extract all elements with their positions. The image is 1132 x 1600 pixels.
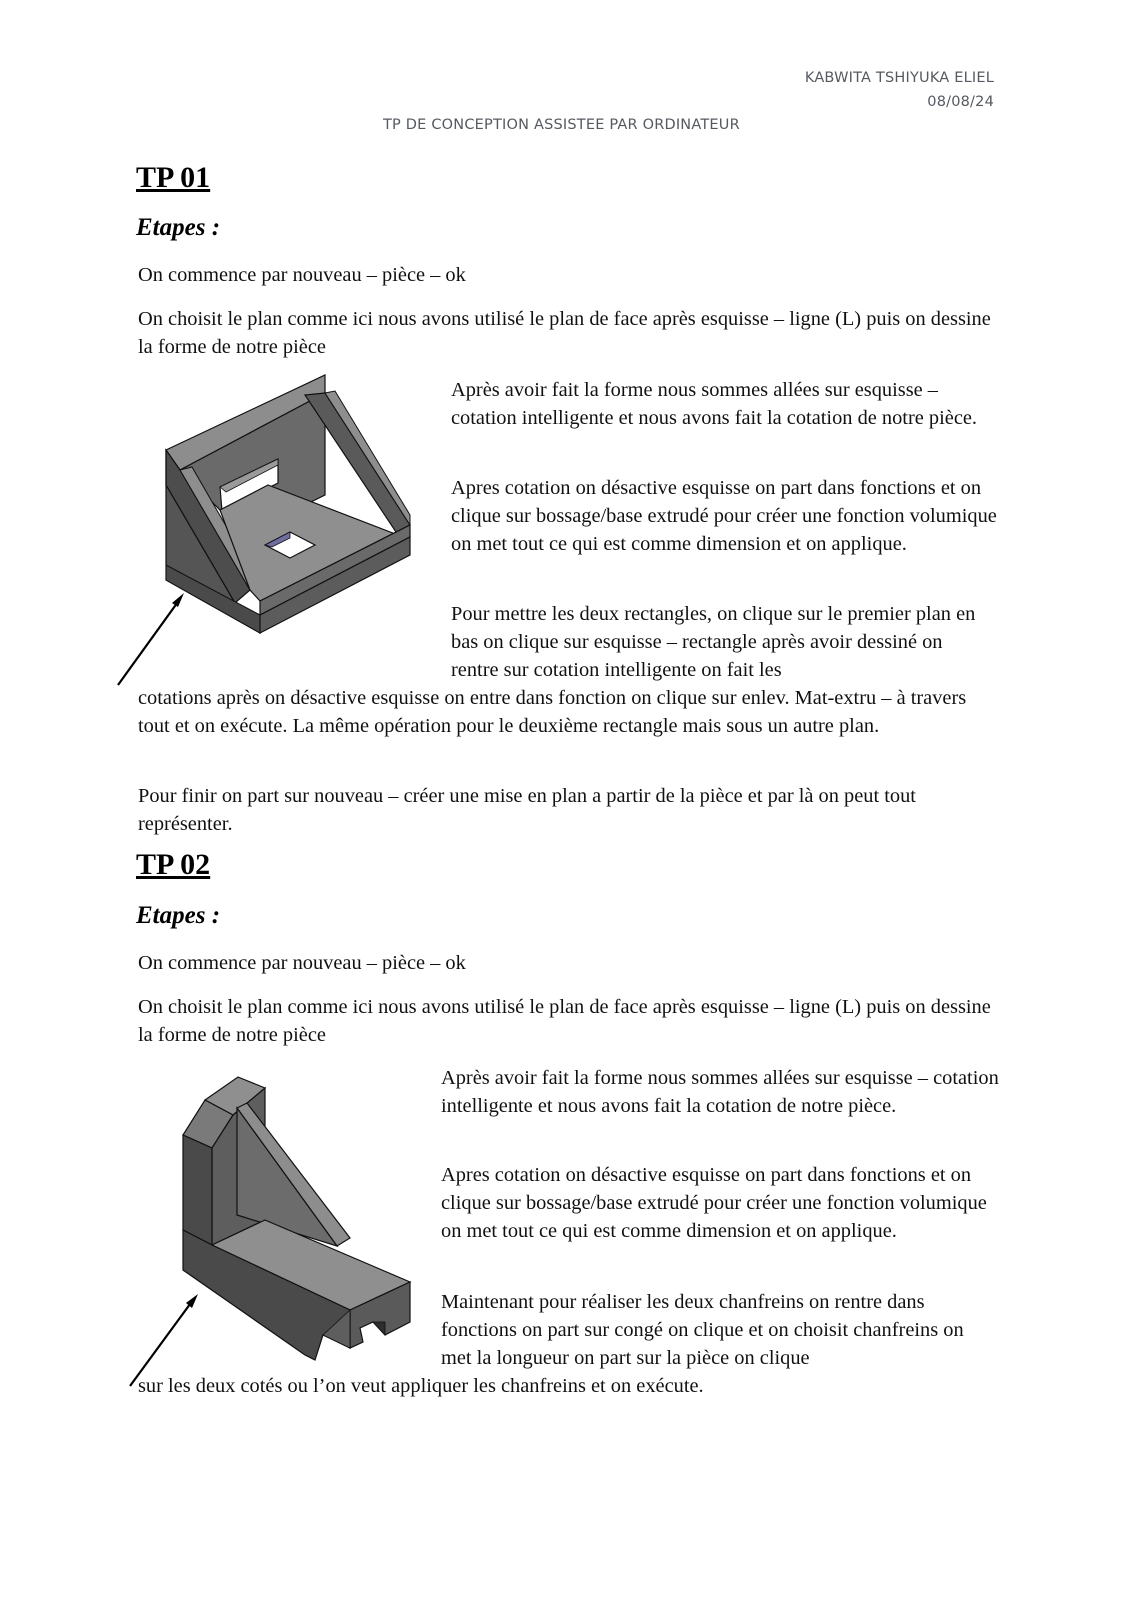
tp1-p2-text: On choisit le plan comme ici nous avons utilisé le plan de face après esquisse – ligne (L) puis on dessine la forme de notre pièce xyxy=(138,308,991,359)
tp1-p3-text: Après avoir fait la forme nous sommes allées sur esquisse – cotation intelligente et nous avons fait la cotation de notre pièce. xyxy=(451,379,978,430)
tp2-title: TP 02 xyxy=(136,848,211,881)
tp1-paragraph-3 xyxy=(451,376,1001,432)
tp1-p6-text: Pour finir on part sur nouveau – créer une mise en plan a partir de la pièce et par là on peut tout représenter. xyxy=(138,785,916,836)
tp2-paragraph-3 xyxy=(441,1064,999,1120)
tp2-paragraph-4 xyxy=(441,1161,999,1246)
header-author: KABWITA TSHIYUKA ELIEL xyxy=(804,70,994,86)
tp2-paragraph-2 xyxy=(138,993,998,1049)
tp2-paragraph-1 xyxy=(138,949,1000,977)
tp2-part-illustration xyxy=(125,1060,445,1390)
tp1-paragraph-1 xyxy=(138,261,1000,289)
tp2-paragraph-5-wrap xyxy=(441,1288,997,1373)
tp2-arrow-icon xyxy=(130,1300,193,1386)
header-course: TP DE CONCEPTION ASSISTEE PAR ORDINATEUR xyxy=(383,117,740,133)
tp1-paragraph-4 xyxy=(451,474,1001,559)
tp1-title: TP 01 xyxy=(136,161,211,194)
tp1-arrow-icon xyxy=(118,599,180,685)
tp1-paragraph-2 xyxy=(138,305,998,361)
tp2-p5-full-text: sur les deux cotés ou l’on veut appliquer les chanfreins et on exécute. xyxy=(138,1375,704,1397)
tp1-paragraph-5-wrap xyxy=(451,600,991,685)
tp1-p1-text: On commence par nouveau – pièce – ok xyxy=(138,264,466,286)
tp1-part-illustration xyxy=(110,375,440,705)
header-date: 08/08/24 xyxy=(927,94,994,110)
tp1-paragraph-6 xyxy=(138,782,1000,838)
tp2-p4-text: Apres cotation on désactive esquisse on part dans fonctions et on clique sur bossage/base extrudé pour créer une fonction volumique on met tout ce qui est comme dimension et on applique. xyxy=(441,1164,987,1243)
tp2-p3-text: Après avoir fait la forme nous sommes allées sur esquisse – cotation intelligente et nous avons fait la cotation de notre pièce. xyxy=(441,1067,999,1118)
tp1-p4-text: Apres cotation on désactive esquisse on part dans fonctions et on clique sur bossage/base extrudé pour créer une fonction volumique on met tout ce qui est comme dimension et on applique. xyxy=(451,477,997,556)
tp1-p5-full-text: cotations après on désactive esquisse on entre dans fonction on clique sur enlev. Mat-extru – à travers tout et on exécute. La même opération pour le deuxième rectangle mais sous un autre plan. xyxy=(138,687,967,738)
tp1-p5-wrap-text: Pour mettre les deux rectangles, on clique sur le premier plan en bas on clique sur esquisse – rectangle après avoir dessiné on rentre sur cotation intelligente on fait les xyxy=(451,603,976,682)
tp2-subtitle: Etapes : xyxy=(136,902,221,929)
tp2-p5-wrap-text: Maintenant pour réaliser les deux chanfreins on rentre dans fonctions on part sur congé on clique et on choisit chanfreins on met la longueur on part sur la pièce on clique xyxy=(441,1291,964,1370)
tp2-p1-text: On commence par nouveau – pièce – ok xyxy=(138,952,466,974)
tp1-subtitle: Etapes : xyxy=(136,214,221,241)
tp2-p2-text: On choisit le plan comme ici nous avons utilisé le plan de face après esquisse – ligne (L) puis on dessine la forme de notre pièce xyxy=(138,996,991,1047)
